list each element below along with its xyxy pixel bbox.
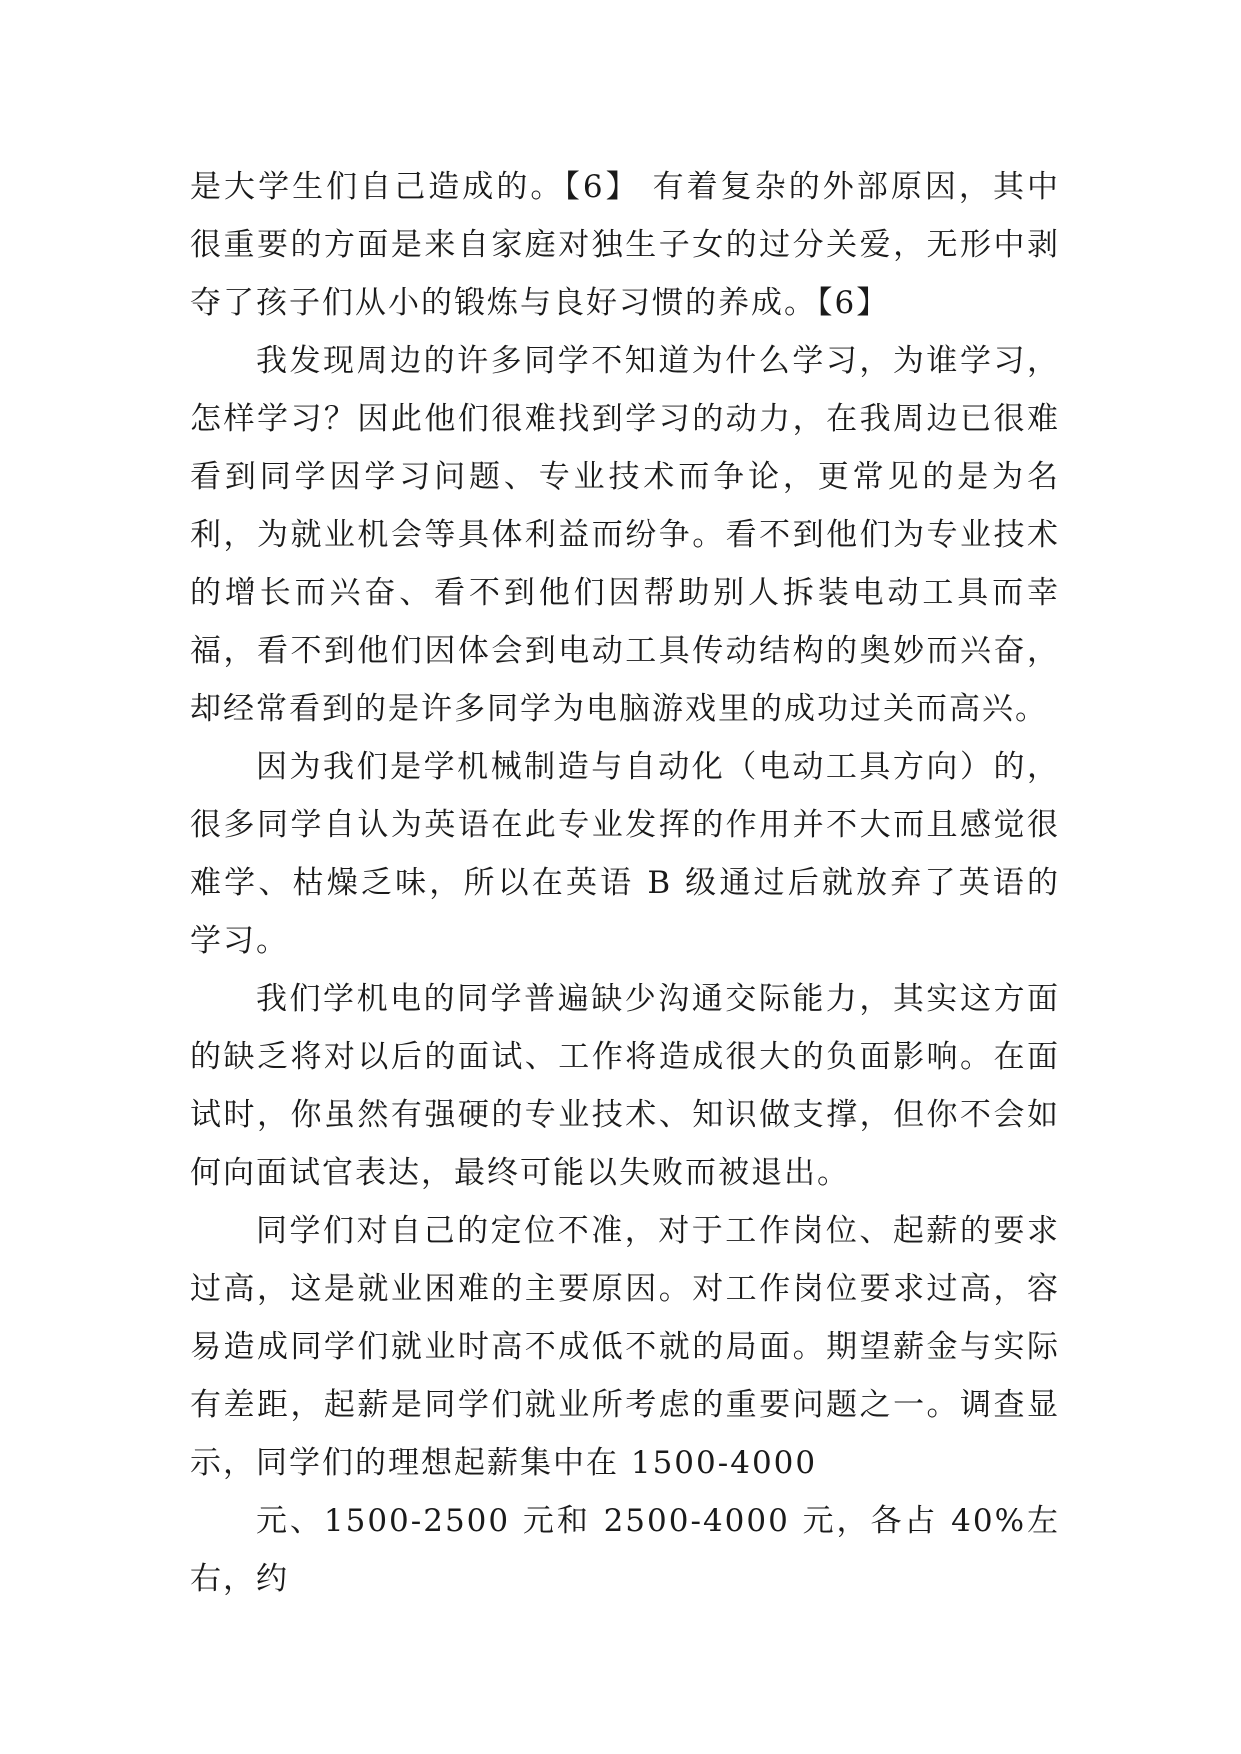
paragraph-2: 我发现周边的许多同学不知道为什么学习，为谁学习，怎样学习？因此他们很难找到学习的动力，在我周边已很难看到同学因学习问题、专业技术而争论，更常见的是为名利，为就业机会等具体利益而纷争。看不到他们为专业技术的增长而兴奋、看不到他们因帮助别人拆装电动工具而幸福，看不到他们因体会到电动工具传动结构的奥妙而兴奋，却经常看到的是许多同学为电脑游戏里的成功过关而高兴。 [190,343,1060,727]
paragraph-6: 元、1500-2500 元和 2500-4000 元，各占 40%左右，约 [190,1503,1060,1597]
paragraph-3: 因为我们是学机械制造与自动化（电动工具方向）的，很多同学自认为英语在此专业发挥的作用并不大而且感觉很难学、枯燥乏味，所以在英语 B 级通过后就放弃了英语的学习。 [190,749,1060,959]
body-text [190,158,1060,1608]
paragraph-4: 我们学机电的同学普遍缺少沟通交际能力，其实这方面的缺乏将对以后的面试、工作将造成很大的负面影响。在面试时，你虽然有强硬的专业技术、知识做支撑，但你不会如何向面试官表达，最终可能以失败而被退出。 [190,981,1060,1191]
paragraph-5: 同学们对自己的定位不准，对于工作岗位、起薪的要求过高，这是就业困难的主要原因。对工作岗位要求过高，容易造成同学们就业时高不成低不就的局面。期望薪金与实际有差距，起薪是同学们就业所考虑的重要问题之一。调查显示，同学们的理想起薪集中在 1500-4000 [190,1213,1060,1481]
paragraph-1: 是大学生们自己造成的。【6】 有着复杂的外部原因，其中很重要的方面是来自家庭对独生子女的过分关爱，无形中剥夺了孩子们从小的锻炼与良好习惯的养成。【6】 [190,169,1060,321]
